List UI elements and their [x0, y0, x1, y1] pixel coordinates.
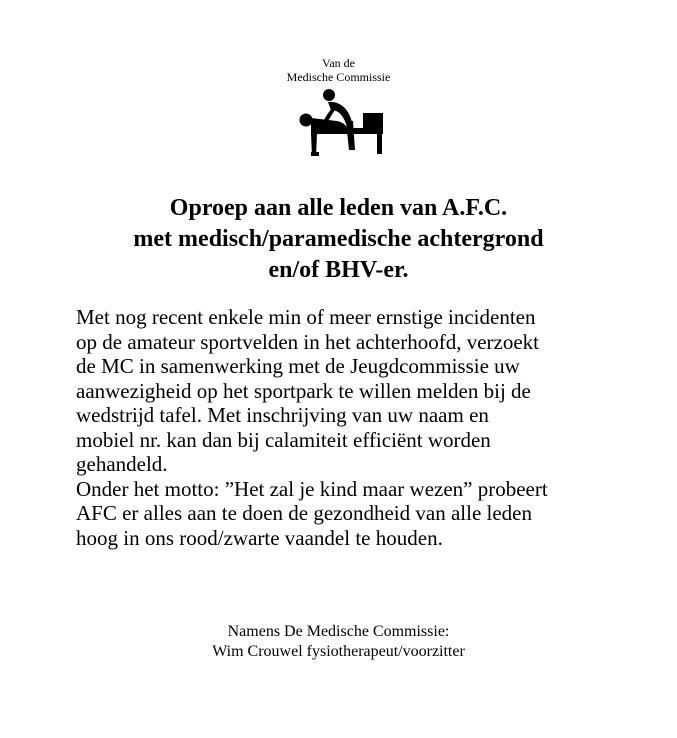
medical-treatment-table-icon — [297, 88, 389, 158]
announcement-body — [76, 305, 636, 550]
body-line: op de amateur sportvelden in het achterhoofd, verzoekt — [76, 329, 539, 354]
signature-line-1: Namens De Medische Commissie: — [227, 623, 450, 640]
body-line: wedstrijd tafel. Met inschrijving van uw naam en — [76, 403, 489, 427]
title-line-1: Oproep aan alle leden van A.F.C. — [169, 195, 508, 221]
title-line-2: met medisch/paramedische achtergrond — [133, 226, 544, 252]
body-line: Onder het motto: ”Het zal je kind maar wezen” probeert — [76, 476, 548, 501]
committee-header — [0, 56, 677, 84]
body-line: AFC er alles aan te doen de gezondheid van alle leden — [76, 501, 532, 525]
body-line: gehandeld. — [76, 452, 168, 476]
header-line-1: Van de — [322, 56, 355, 70]
signature-line-2: Wim Crouwel fysiotherapeut/voorzitter — [212, 643, 465, 660]
body-line: Met nog recent enkele min of meer ernstige incidenten — [76, 305, 536, 329]
body-line: de MC in samenwerking met de Jeugdcommissie uw — [76, 354, 520, 378]
header-line-2: Medische Commissie — [286, 70, 391, 84]
body-line: hoog in ons rood/zwarte vaandel te houden. — [76, 525, 443, 550]
title-line-3: en/of BHV-er. — [268, 257, 409, 283]
announcement-title — [0, 193, 677, 286]
signature-block — [0, 622, 677, 662]
body-line: aanwezigheid op het sportpark te willen melden bij de — [76, 378, 531, 403]
body-line: mobiel nr. kan dan bij calamiteit efficiënt worden — [76, 427, 491, 452]
